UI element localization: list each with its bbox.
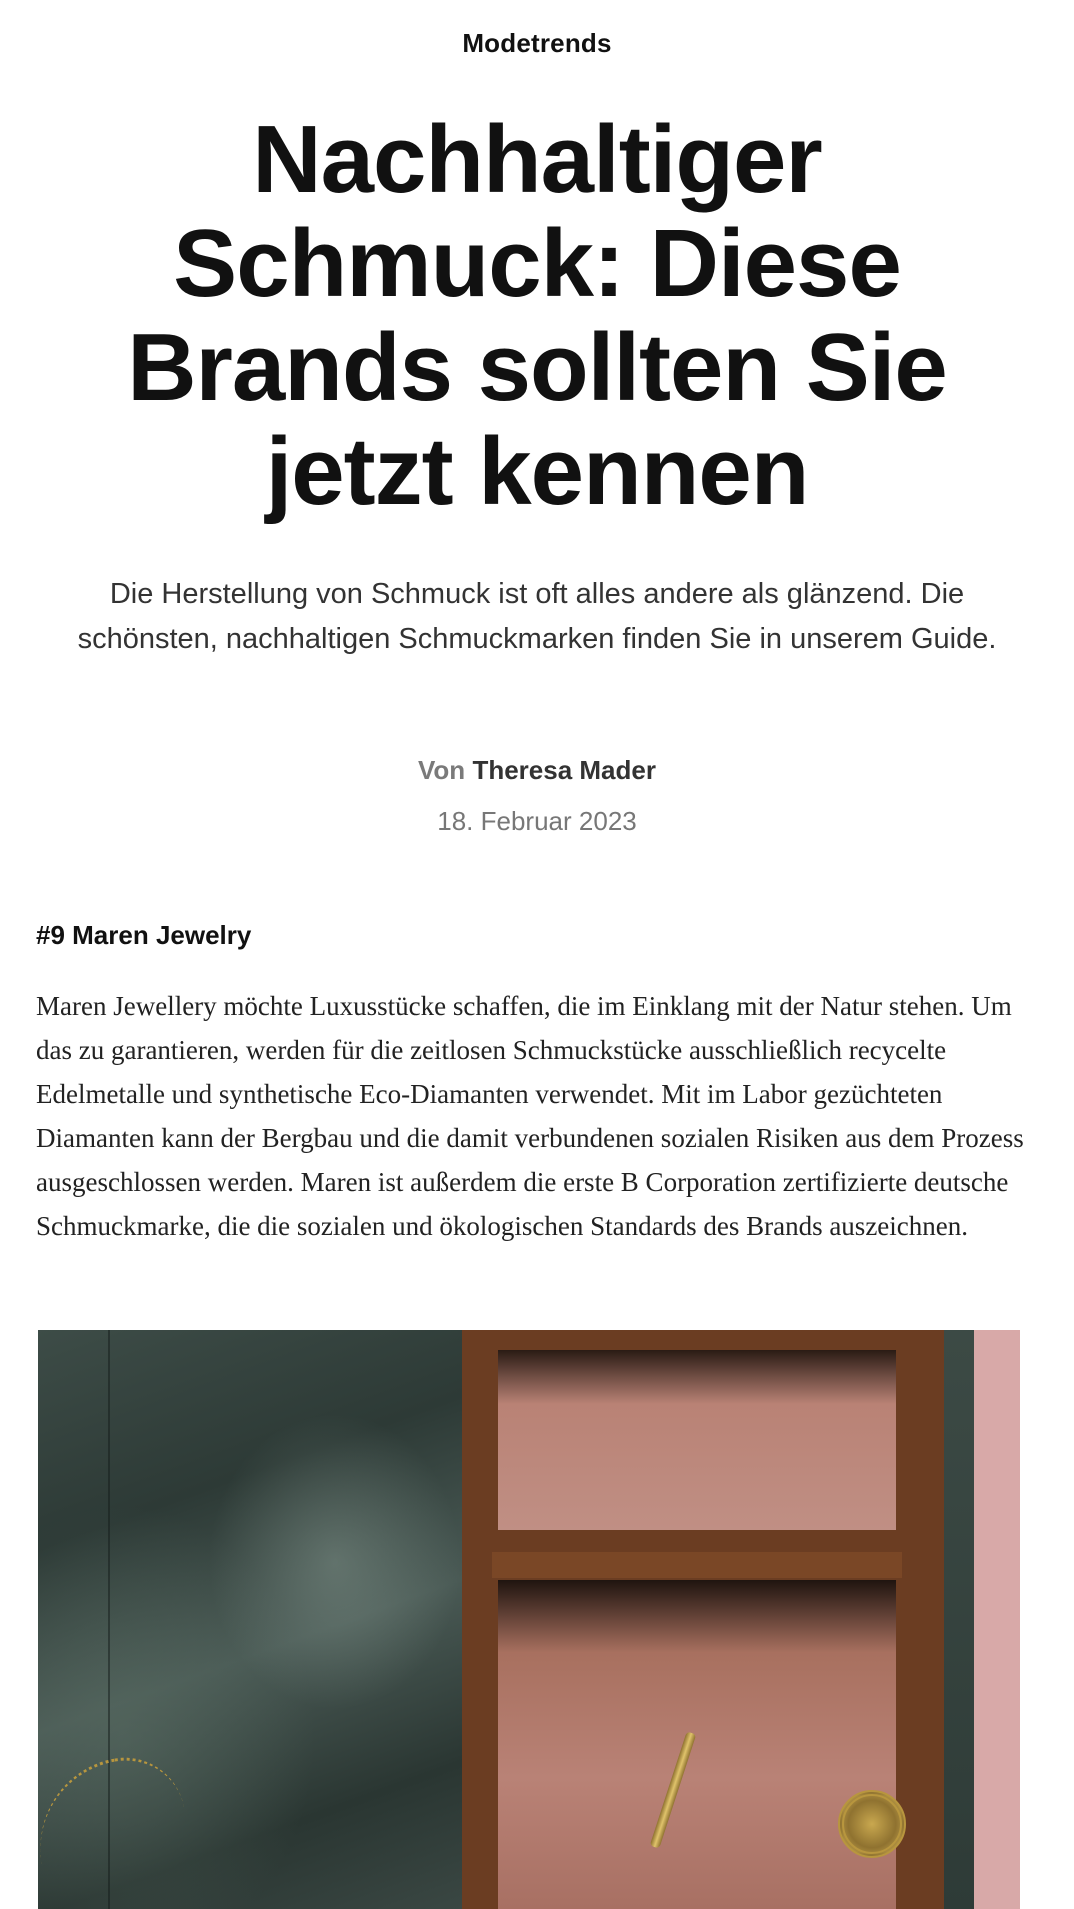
box-compartment-bottom	[498, 1580, 896, 1909]
category-link[interactable]: Modetrends	[462, 28, 612, 58]
publish-date: 18. Februar 2023	[437, 806, 637, 836]
article-image	[38, 1330, 1020, 1909]
section-heading: #9 Maren Jewelry	[36, 920, 252, 950]
box-shelf	[492, 1552, 902, 1578]
box-compartment-top	[498, 1350, 896, 1530]
article-headline: Nachhaltiger Schmuck: Diese Brands sollten Sie jetzt kennen	[127, 106, 947, 525]
article-dek: Die Herstellung von Schmuck ist oft alles andere als glänzend. Die schönsten, nachhaltigen Schmuckmarken finden Sie in unserem Guide.	[77, 578, 997, 655]
round-pendant	[838, 1790, 906, 1858]
section-body-text: Maren Jewellery möchte Luxusstücke schaffen, die im Einklang mit der Natur stehen. Um das zu garantieren, werden für die zeitlosen Schmuckstücke ausschließlich recycelte Edelmetalle und synthetische Eco-Diamanten verwendet. Mit im Labor gezüchteten Diamanten kann der Bergbau und die damit verbundenen sozialen Risiken aus dem Prozess ausgeschlossen werden. Maren ist außerdem die erste B Corporation zertifizierte deutsche Schmuckmarke, die die sozialen und ökologischen Standards des Brands auszeichnen.	[36, 991, 1024, 1241]
byline	[0, 755, 1074, 786]
pink-wall	[974, 1330, 1020, 1909]
byline-prefix: Von	[418, 755, 466, 785]
marble-edge	[944, 1330, 974, 1909]
author-link[interactable]: Theresa Mader	[472, 755, 656, 785]
